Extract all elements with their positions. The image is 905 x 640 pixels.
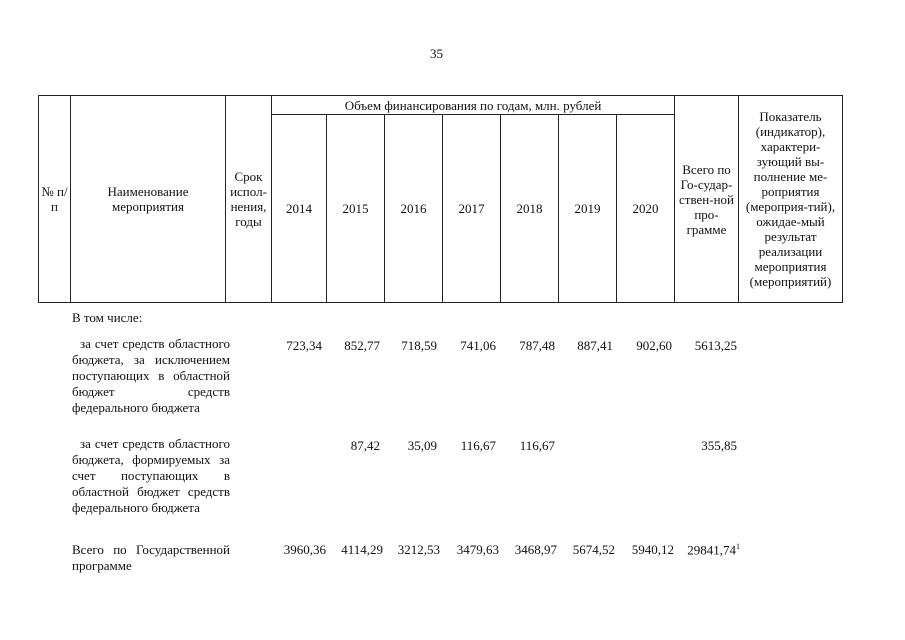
footnote-marker: 1: [736, 542, 740, 551]
row-label: за счет средств областного бюджета, формируемых за счет поступающих в областной бюджет средств федерального бюджета: [72, 436, 230, 515]
row-value: 5674,52: [572, 542, 615, 557]
row-value: 723,34: [286, 338, 322, 353]
header-table: [38, 95, 843, 303]
row-value: 787,48: [519, 338, 555, 353]
row-value: 718,59: [401, 338, 437, 353]
page-number: 35: [430, 46, 443, 61]
row-total: 355,85: [701, 438, 737, 453]
header-term: Срок испол-нения, годы: [226, 96, 272, 303]
header-indicator: Показатель (индикатор), характери-зующий вы-полнение ме-роприятия (мероприя-тий), ожидае-мый результат реализации мероприятия (мероприятий): [739, 96, 843, 303]
year-header: 2014: [272, 115, 327, 303]
header-funding: Объем финансирования по годам, млн. рублей: [272, 96, 675, 115]
row-value: 741,06: [460, 338, 496, 353]
header-name: Наименование мероприятия: [71, 96, 226, 303]
in-that-number-label: В том числе:: [72, 310, 143, 325]
year-header: 2018: [501, 115, 559, 303]
row-value: 3212,53: [397, 542, 440, 557]
row-value: 3468,97: [514, 542, 557, 557]
year-header: 2017: [443, 115, 501, 303]
row-total: 5613,25: [694, 338, 737, 353]
year-header: 2015: [327, 115, 385, 303]
row-value: 3960,36: [283, 542, 326, 557]
row-value: 902,60: [636, 338, 672, 353]
row-value: 5940,12: [631, 542, 674, 557]
row-total-value: 29841,74: [687, 542, 736, 558]
row-value: 116,67: [460, 438, 496, 453]
year-header: 2016: [385, 115, 443, 303]
row-value: 4114,29: [341, 542, 383, 557]
row-total: [680, 542, 740, 558]
header-total: Всего по Го-судар-ствен-ной про-грамме: [675, 96, 739, 303]
row-value: 87,42: [350, 438, 380, 453]
row-value: 887,41: [577, 338, 613, 353]
row-value: 852,77: [344, 338, 380, 353]
year-header: 2020: [617, 115, 675, 303]
row-label: Всего по Государственной программе: [72, 542, 230, 573]
row-value: 116,67: [519, 438, 555, 453]
row-value: 3479,63: [456, 542, 499, 557]
row-value: 35,09: [407, 438, 437, 453]
header-num: № п/п: [39, 96, 71, 303]
year-header: 2019: [559, 115, 617, 303]
row-label: за счет средств областного бюджета, за исключением поступающих в областной бюджет средств федерального бюджета: [72, 336, 230, 415]
